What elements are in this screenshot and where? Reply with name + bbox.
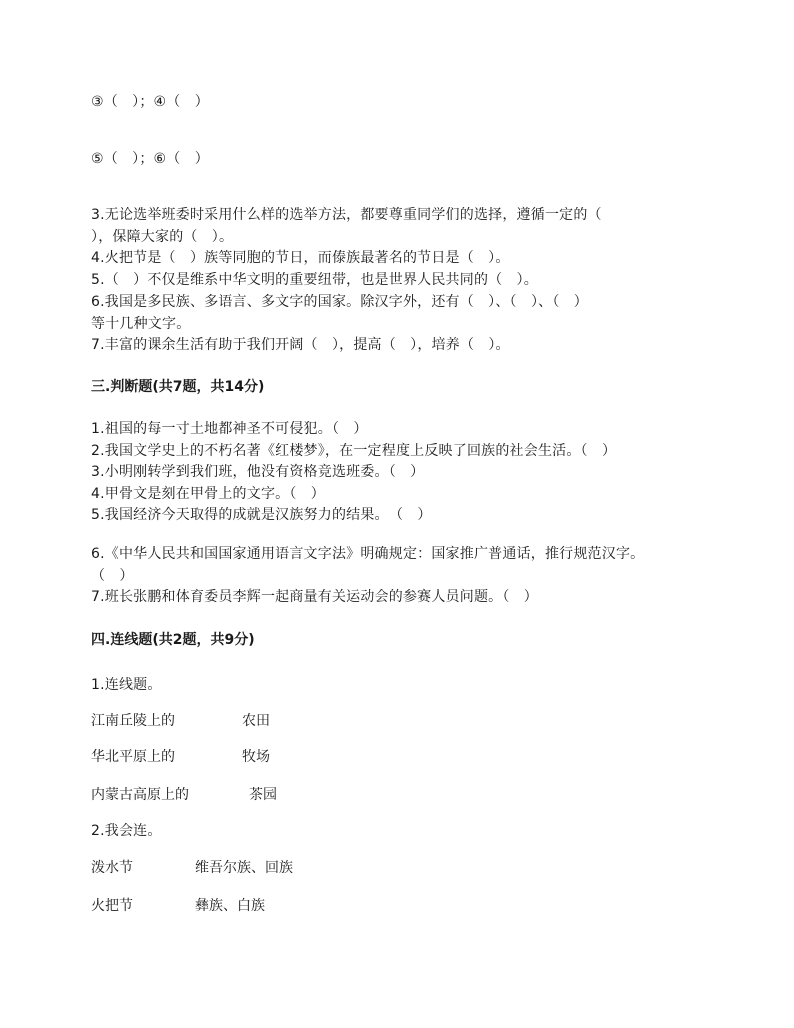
question-3-line2: ），保障大家的（ ）。 xyxy=(91,229,234,245)
matching-q1-pair xyxy=(0,712,794,732)
matching-q2-pair xyxy=(0,859,794,879)
question-6-line1: 6.我国是多民族、多语言、多文字的国家。除汉字外，还有（ ）、（ ）、（ ） xyxy=(91,294,588,310)
question-7: 7.丰富的课余生活有助于我们开阔（ ），提高（ ），培养（ ）。 xyxy=(91,337,510,353)
matching-right-item: 茶园 xyxy=(249,787,277,803)
answer-row-5-6: ⑤（ ）；⑥（ ） xyxy=(91,151,209,167)
matching-left-item: 华北平原上的 xyxy=(91,749,175,765)
matching-left-item: 江南丘陵上的 xyxy=(91,713,175,729)
question-6-line2: 等十几种文字。 xyxy=(91,316,191,332)
matching-q2-title: 2.我会连。 xyxy=(91,823,162,839)
answer-row-3-4: ③（ ）；④（ ） xyxy=(91,94,209,110)
judge-item-2: 2.我国文学史上的不朽名著《红楼梦》，在一定程度上反映了回族的社会生活。（ ） xyxy=(91,443,617,459)
matching-left-item: 泼水节 xyxy=(91,860,133,876)
matching-right-item: 维吾尔族、回族 xyxy=(195,860,293,876)
question-5: 5.（ ）不仅是维系中华文明的重要纽带，也是世界人民共同的（ ）。 xyxy=(91,272,538,288)
question-3-line1: 3.无论选举班委时采用什么样的选举方法，都要尊重同学们的选择，遵循一定的（ xyxy=(91,207,602,223)
matching-q2-pair xyxy=(0,897,794,917)
judge-item-1: 1.祖国的每一寸土地都神圣不可侵犯。（ ） xyxy=(91,421,368,437)
judge-item-3: 3.小明刚转学到我们班，他没有资格竞选班委。（ ） xyxy=(91,464,425,480)
judge-item-7: 7.班长张鹏和体育委员李辉一起商量有关运动会的参赛人员问题。（ ） xyxy=(91,589,538,605)
matching-right-item: 牧场 xyxy=(242,749,270,765)
matching-left-item: 内蒙古高原上的 xyxy=(91,787,189,803)
judge-item-4: 4.甲骨文是刻在甲骨上的文字。（ ） xyxy=(91,486,325,502)
matching-q1-pair xyxy=(0,786,794,806)
question-4: 4.火把节是（ ）族等同胞的节日，而傣族最著名的节日是（ ）。 xyxy=(91,250,510,266)
section-3-heading: 三.判断题(共7题，共14分) xyxy=(91,379,265,395)
matching-left-item: 火把节 xyxy=(91,898,133,914)
matching-right-item: 农田 xyxy=(242,713,270,729)
matching-right-item: 彝族、白族 xyxy=(195,898,265,914)
judge-item-6-line1: 6.《中华人民共和国国家通用语言文字法》明确规定：国家推广普通话，推行规范汉字。 xyxy=(91,546,645,562)
matching-q1-title: 1.连线题。 xyxy=(91,677,162,693)
matching-q1-pair xyxy=(0,748,794,768)
section-4-heading: 四.连线题(共2题，共9分) xyxy=(91,632,255,648)
judge-item-6-line2: （ ） xyxy=(91,568,134,584)
judge-item-5: 5.我国经济今天取得的成就是汉族努力的结果。 （ ） xyxy=(91,507,432,523)
